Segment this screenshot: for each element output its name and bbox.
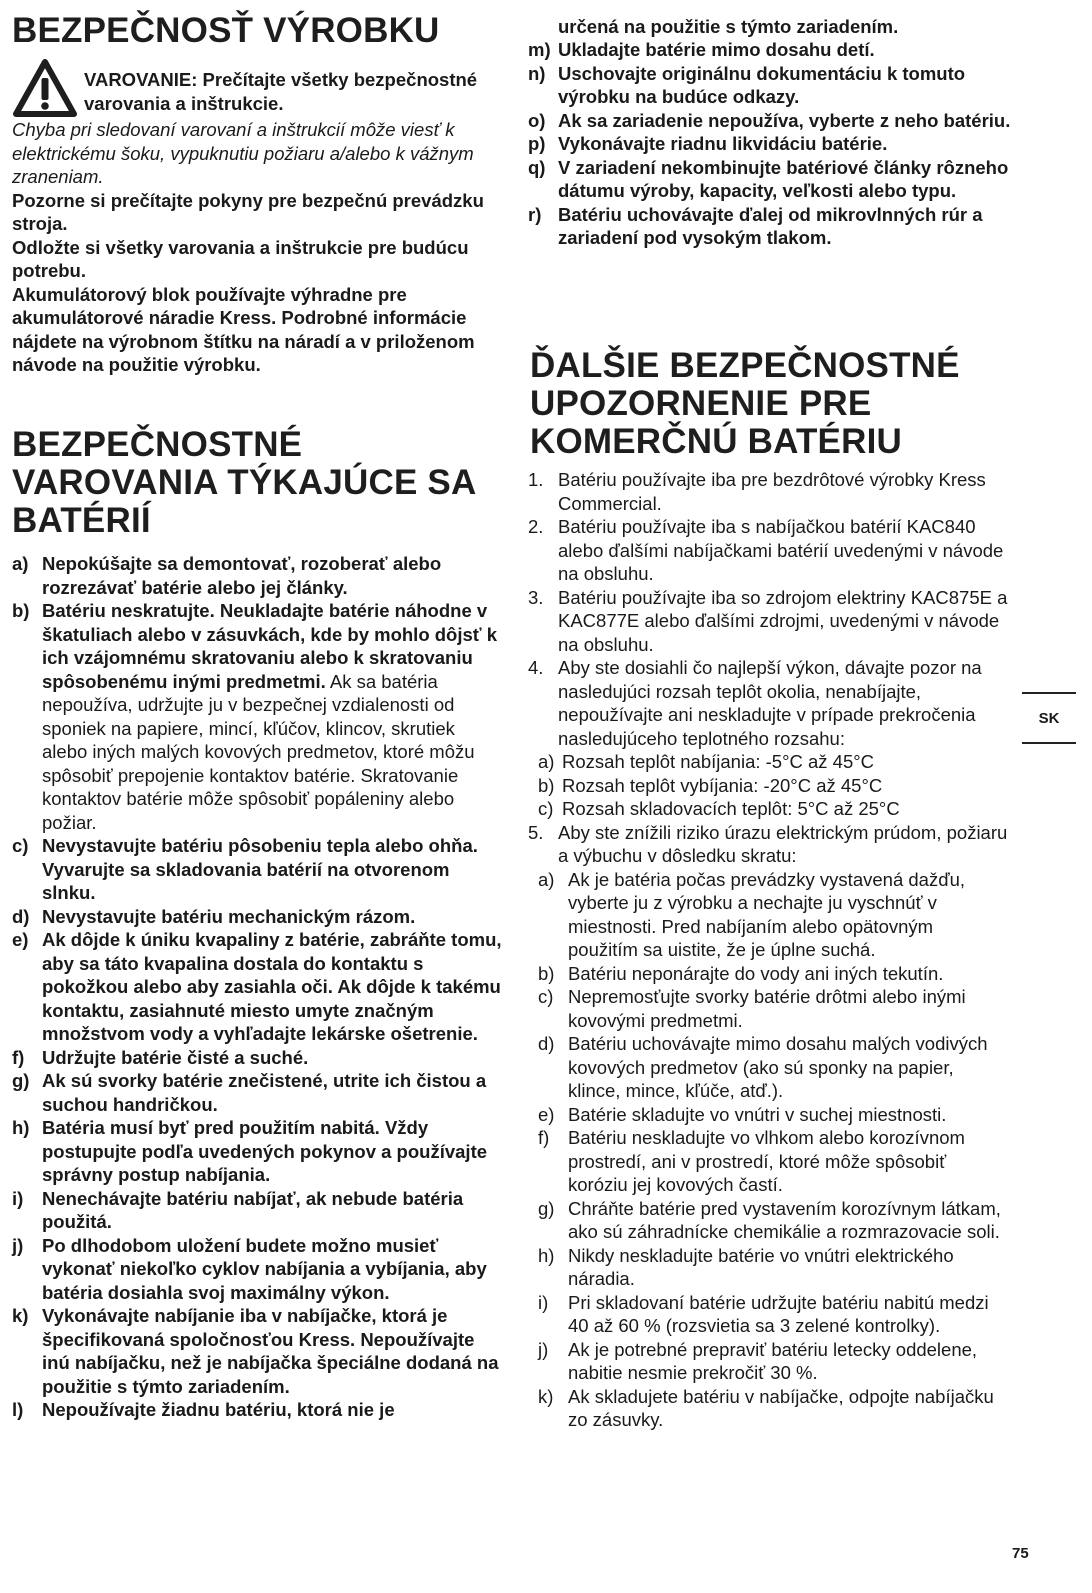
- list-item-text: Batériu uchovávajte mimo dosahu malých vodivých kovových predmetov (ako sú sponky na papier, klince, mince, kľúče, atď.).: [568, 1033, 988, 1101]
- list-item-text: Batériu neponárajte do vody ani iných tekutín.: [568, 962, 944, 984]
- list-item-text: Po dlhodobom uložení budete možno musieť vykonať niekoľko cyklov nabíjania a vybíjania, aby batéria dosiahla svoj maximálny výkon.: [42, 1234, 487, 1303]
- list-item: [528, 468, 1018, 515]
- list-item: [12, 1187, 502, 1234]
- list-item-label: b): [538, 962, 555, 984]
- warning-triangle-icon: [12, 58, 78, 118]
- list-item-text: Nikdy neskladujte batérie vo vnútri elektrického náradia.: [568, 1244, 954, 1289]
- temperature-ranges-list: [538, 750, 1018, 821]
- list-item-text: Batériu neskratujte. Neukladajte batérie náhodne v škatuliach alebo v zásuvkách, kde by mohlo dôjsť k ich vzájomnému skratovaniu alebo k skratovaniu spôsobenému inými predmetmi.: [42, 600, 498, 692]
- list-item: [528, 62, 1018, 109]
- list-item-text: Nepremosťujte svorky batérie drôtmi alebo inými kovovými predmetmi.: [568, 986, 966, 1031]
- section-title-product-safety: BEZPEČNOSŤ VÝROBKU: [12, 11, 440, 50]
- list-item-text: Nevystavujte batériu pôsobeniu tepla alebo ohňa. Vyvarujte sa skladovania batérií na otvorenom slnku.: [42, 835, 478, 903]
- list-item-label: j): [12, 1234, 24, 1256]
- list-item-label: h): [538, 1244, 555, 1266]
- list-item-text: Uschovajte originálnu dokumentáciu k tomuto výrobku na budúce odkazy.: [558, 62, 966, 107]
- list-item-text: Rozsah teplôt vybíjania: -20°C až 45°C: [562, 774, 883, 796]
- commercial-notes: [528, 468, 1018, 1432]
- commercial-item-5: [528, 821, 1018, 868]
- list-item-label: 5.: [528, 821, 544, 843]
- intro-paragraph: Odložte si všetky varovania a inštrukcie pre budúcu potrebu.: [12, 236, 469, 281]
- list-item-text: Rozsah skladovacích teplôt: 5°C až 25°C: [562, 798, 900, 819]
- list-item: [12, 1304, 502, 1398]
- list-item-text: V zariadení nekombinujte batériové články rôzneho dátumu výroby, kapacity, veľkosti alebo typu.: [558, 156, 1009, 201]
- list-item: [538, 868, 1008, 962]
- list-item-text: Ukladajte batérie mimo dosahu detí.: [558, 39, 875, 60]
- list-item: [538, 1103, 1008, 1127]
- list-item: [12, 599, 502, 834]
- list-item-label: n): [528, 62, 546, 84]
- list-item-label: r): [528, 203, 542, 225]
- list-item-text: Ak sa batéria nepoužíva, udržujte ju v bezpečnej vzdialenosti od sponiek na papiere, mincí, kľúčov, klincov, skrutiek alebo iných malých kovových predmetov, ktoré môžu spôsobiť prepojenie kontaktov batérie. Skratovanie kontaktov batérie môže spôsobiť popáleniny alebo požiar.: [42, 670, 475, 833]
- list-item: [538, 774, 1018, 798]
- list-item-text: Nepokúšajte sa demontovať, rozoberať alebo rozrezávať batérie alebo jej články.: [42, 553, 442, 598]
- list-item-label: o): [528, 109, 546, 131]
- list-item: [538, 1126, 1008, 1197]
- list-item: [538, 1385, 1008, 1432]
- list-item-label: 1.: [528, 469, 544, 490]
- list-item-label: g): [12, 1070, 30, 1091]
- list-item: [538, 1244, 1008, 1291]
- list-item-label: k): [12, 1305, 29, 1326]
- list-item-text: Aby ste dosiahli čo najlepší výkon, dávajte pozor na nasledujúci rozsah teplôt okolia, nenabíjajte, nepoužívajte ani neskladujte v prípade prekročenia nasledujúceho teplotného rozsahu:: [558, 657, 982, 749]
- list-item-text: Vykonávajte nabíjanie iba v nabíjačke, ktorá je špecifikovaná spoločnosťou Kress. Nepoužívajte inú nabíjačku, než je nabíjačka špeciálne dodaná na použitie s týmto zariadením.: [42, 1305, 499, 1397]
- list-item-text: Chráňte batérie pred vystavením korozívnym látkam, ako sú záhradnícke chemikálie a rozmrazovacie soli.: [568, 1197, 1001, 1242]
- list-item: [538, 1291, 1008, 1338]
- list-item: [12, 1116, 502, 1187]
- list-item: [538, 750, 1018, 774]
- list-item-text: Batéria musí byť pred použitím nabitá. Vždy postupujte podľa uvedených pokynov a používajte správny postup nabíjania.: [42, 1117, 488, 1185]
- list-item-text: Nenechávajte batériu nabíjať, ak nebude batéria použitá.: [42, 1187, 464, 1232]
- list-item-label: d): [538, 1033, 555, 1054]
- page-number: 75: [1012, 1545, 1029, 1562]
- section-title-battery-warnings: BEZPEČNOSTNÉ VAROVANIA TÝKAJÚCE SA BATÉRIÍ: [12, 425, 476, 540]
- list-item-text: Ak skladujete batériu v nabíjačke, odpojte nabíjačku zo zásuvky.: [568, 1385, 994, 1430]
- list-item-label: i): [12, 1187, 24, 1209]
- list-item-text: Batériu uchovávajte ďalej od mikrovlnných rúr a zariadení pod vysokým tlakom.: [558, 203, 983, 248]
- list-item-text: Ak sú svorky batérie znečistené, utrite ich čistou a suchou handričkou.: [42, 1070, 487, 1115]
- list-item-label: m): [528, 39, 551, 60]
- language-tab: SK: [1022, 692, 1076, 744]
- list-item-label: i): [538, 1291, 549, 1313]
- list-item: [12, 905, 502, 929]
- list-item-label: 2.: [528, 516, 544, 537]
- warning-italic-text: Chyba pri sledovaní varovaní a inštrukcií môže viesť k elektrickému šoku, vypuknutiu požiaru a/alebo k vážnym zraneniam.: [12, 119, 474, 187]
- list-item-label: a): [12, 553, 29, 574]
- warning-block: [12, 58, 517, 116]
- list-item-text: Ak dôjde k úniku kvapaliny z batérie, zabráňte tomu, aby sa táto kvapalina dostala do kontaktu s pokožkou alebo aby zasiahla oči. Ak dôjde k takému kontaktu, zasiahnuté miesto umyte značným množstvom vody a vyhľadajte lekárske ošetrenie.: [42, 929, 502, 1044]
- list-item-label: p): [528, 133, 546, 154]
- list-item: [528, 821, 1018, 868]
- list-item-text: Udržujte batérie čisté a suché.: [42, 1046, 309, 1068]
- list-item-text: Ak sa zariadenie nepoužíva, vyberte z neho batériu.: [558, 109, 1011, 131]
- intro-paragraph: Pozorne si prečítajte pokyny pre bezpečnú prevádzku stroja.: [12, 189, 484, 234]
- list-item: [12, 1046, 502, 1070]
- list-item-text: Aby ste znížili riziko úrazu elektrickým prúdom, požiaru a výbuchu v dôsledku skratu:: [558, 821, 1008, 866]
- list-item-label: 4.: [528, 657, 544, 678]
- list-item: [538, 1197, 1008, 1244]
- commercial-numbered-list: [528, 468, 1018, 750]
- list-item-label: c): [538, 798, 554, 819]
- list-item: [12, 552, 502, 599]
- short-circuit-sublist: [538, 868, 1008, 1432]
- list-item: [528, 515, 1018, 586]
- right-continuation-block: [530, 15, 1030, 39]
- list-item-label: l): [12, 1399, 24, 1420]
- list-item-label: c): [12, 835, 29, 856]
- list-item: [528, 203, 1018, 250]
- list-item-label: e): [12, 929, 29, 950]
- list-item-text: Ak je batéria počas prevádzky vystavená dažďu, vyberte ju z výrobku a nechajte ju vyschnúť v miestnosti. Pred nabíjaním alebo opätovným použitím sa uistite, že je úplne suchá.: [568, 868, 966, 960]
- list-item-label: q): [528, 156, 546, 178]
- list-item-text: Batériu používajte iba so zdrojom elektriny KAC875E a KAC877E alebo ďalšími zdrojmi, uvedenými v návode na obsluhu.: [558, 586, 1008, 655]
- list-item-label: e): [538, 1103, 555, 1125]
- list-item-label: b): [12, 600, 30, 621]
- list-item: [528, 38, 1018, 62]
- warning-heading: VAROVANIE: Prečítajte všetky bezpečnostné varovania a inštrukcie.: [84, 69, 478, 114]
- list-item: [538, 797, 1018, 821]
- battery-warnings-list: [12, 552, 502, 1422]
- continuation-text: určená na použitie s týmto zariadením.: [558, 16, 899, 37]
- list-item-label: j): [538, 1338, 549, 1360]
- list-item-label: b): [538, 774, 555, 796]
- list-item-text: Vykonávajte riadnu likvidáciu batérie.: [558, 133, 888, 154]
- list-item: [12, 1234, 502, 1305]
- list-item: [538, 962, 1008, 986]
- list-item-label: a): [538, 751, 555, 772]
- list-item-text: Batériu neskladujte vo vlhkom alebo korozívnom prostredí, ani v prostredí, ktoré môže spôsobiť koróziu jej kovových častí.: [568, 1127, 965, 1195]
- list-item-label: 3.: [528, 586, 544, 608]
- list-item-label: f): [12, 1046, 25, 1068]
- battery-warnings-list-continued: [528, 38, 1018, 250]
- list-item-label: c): [538, 986, 554, 1007]
- list-item-label: f): [538, 1127, 550, 1148]
- list-item: [12, 1069, 502, 1116]
- list-item-text: Pri skladovaní batérie udržujte batériu nabitú medzi 40 až 60 % (rozsvietia sa 3 zelené kontrolky).: [568, 1291, 989, 1336]
- list-item-text: Rozsah teplôt nabíjania: -5°C až 45°C: [562, 751, 874, 772]
- list-item-label: k): [538, 1385, 554, 1407]
- list-item-label: a): [538, 868, 555, 890]
- list-item-text: Batérie skladujte vo vnútri v suchej miestnosti.: [568, 1103, 947, 1125]
- list-item-label: h): [12, 1117, 30, 1138]
- list-item: [12, 1398, 502, 1422]
- list-item: [538, 985, 1008, 1032]
- list-item: [528, 586, 1018, 657]
- intro-block: [12, 118, 512, 377]
- list-item-text: Nepoužívajte žiadnu batériu, ktorá nie je: [42, 1399, 395, 1420]
- list-item-text: Ak je potrebné prepraviť batériu letecky oddelene, nabitie nesmie prekročiť 30 %.: [568, 1338, 978, 1383]
- list-item-label: d): [12, 905, 30, 927]
- list-item: [538, 1338, 1008, 1385]
- list-item: [528, 656, 1018, 750]
- list-item-text: Batériu používajte iba s nabíjačkou batérií KAC840 alebo ďalšími nabíjačkami batérií uvedenými v návode na obsluhu.: [558, 516, 1004, 584]
- list-item: [12, 834, 502, 905]
- list-item-text: Batériu používajte iba pre bezdrôtové výrobky Kress Commercial.: [558, 469, 986, 514]
- section-title-commercial-battery: ĎALŠIE BEZPEČNOSTNÉ UPOZORNENIE PRE KOMERČNÚ BATÉRIU: [530, 346, 960, 461]
- list-item-label: g): [538, 1197, 555, 1219]
- list-item-text: Nevystavujte batériu mechanickým rázom.: [42, 905, 416, 927]
- intro-paragraph: Akumulátorový blok používajte výhradne pre akumulátorové náradie Kress. Podrobné informácie nájdete na výrobnom štítku na náradí a v priloženom návode na použitie výrobku.: [12, 283, 475, 375]
- list-item: [528, 109, 1018, 133]
- list-item: [528, 156, 1018, 203]
- list-item: [528, 132, 1018, 156]
- list-item: [538, 1032, 1008, 1103]
- list-item: [12, 928, 502, 1046]
